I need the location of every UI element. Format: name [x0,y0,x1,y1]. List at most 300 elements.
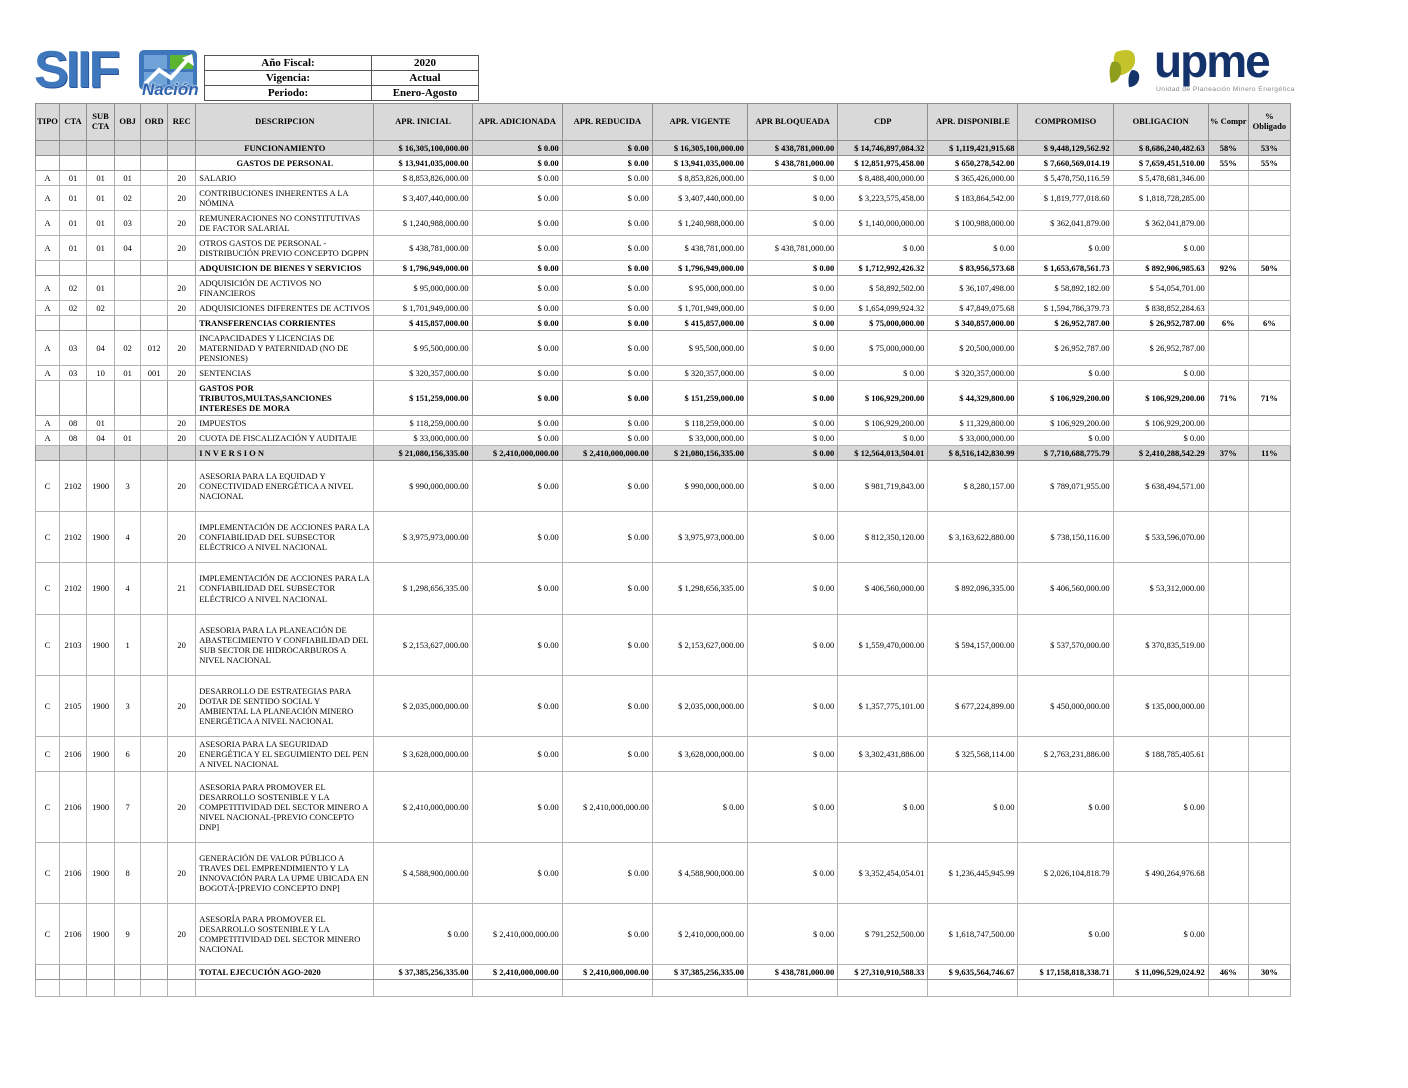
percent-cell [1248,842,1290,903]
amount-cell: $ 11,096,529,024.92 [1113,964,1208,979]
amount-cell: $ 4,588,900,000.00 [374,842,472,903]
amount-cell: $ 0.00 [748,675,838,736]
amount-cell: $ 0.00 [562,563,652,614]
amount-cell: $ 106,929,200.00 [1113,381,1208,416]
amount-cell: $ 118,259,000.00 [374,416,472,431]
code-cell [141,316,168,331]
amount-cell: $ 438,781,000.00 [748,156,838,171]
table-row [36,211,1291,236]
code-cell [141,675,168,736]
code-cell [141,431,168,446]
code-cell: 01 [87,236,115,261]
code-cell: 3 [115,675,141,736]
code-cell: 20 [168,416,196,431]
table-row [36,366,1291,381]
amount-cell: $ 33,000,000.00 [374,431,472,446]
amount-cell: $ 106,929,200.00 [838,381,928,416]
amount-cell: $ 1,796,949,000.00 [652,261,747,276]
fiscal-year-row [205,56,479,71]
amount-cell: $ 16,305,100,000.00 [374,141,472,156]
percent-cell: 50% [1248,261,1290,276]
amount-cell: $ 106,929,200.00 [1018,416,1113,431]
table-row [36,431,1291,446]
code-cell [141,276,168,301]
amount-cell: $ 7,660,569,014.19 [1018,156,1113,171]
percent-cell [1248,903,1290,964]
amount-cell: $ 2,410,000,000.00 [562,964,652,979]
amount-cell: $ 0.00 [562,171,652,186]
amount-cell: $ 2,035,000,000.00 [652,675,747,736]
percent-cell [1248,236,1290,261]
table-row [36,416,1291,431]
amount-cell: $ 0.00 [1018,771,1113,842]
description-cell: DESARROLLO DE ESTRATEGIAS PARA DOTAR DE SENTIDO SOCIAL Y AMBIENTAL LA PLANEACIÓN MINERO ENERGÉTICA A NIVEL NACIONAL [196,675,374,736]
amount-cell: $ 3,223,575,458.00 [838,186,928,211]
amount-cell: $ 0.00 [562,842,652,903]
table-row [36,446,1291,461]
amount-cell: $ 0.00 [748,563,838,614]
amount-cell: $ 0.00 [374,903,472,964]
amount-cell: $ 892,906,985.63 [1113,261,1208,276]
code-cell: C [36,563,60,614]
amount-cell: $ 0.00 [838,236,928,261]
report-table-body [36,141,1291,997]
amount-cell: $ 106,929,200.00 [1018,381,1113,416]
amount-cell: $ 537,570,000.00 [1018,614,1113,675]
amount-cell: $ 0.00 [562,186,652,211]
amount-cell: $ 26,952,787.00 [1113,331,1208,366]
amount-cell: $ 0.00 [1018,236,1113,261]
amount-cell: $ 8,686,240,482.63 [1113,141,1208,156]
table-row [36,903,1291,964]
amount-cell: $ 9,635,564,746.67 [928,964,1018,979]
amount-cell: $ 0.00 [748,331,838,366]
amount-cell: $ 0.00 [748,316,838,331]
column-header: OBJ [115,104,141,141]
amount-cell: $ 0.00 [472,416,562,431]
amount-cell: $ 2,035,000,000.00 [374,675,472,736]
column-header: APR. VIGENTE [652,104,747,141]
amount-cell: $ 1,240,988,000.00 [652,211,747,236]
amount-cell: $ 0.00 [562,236,652,261]
percent-cell [1208,276,1248,301]
amount-cell: $ 26,952,787.00 [1018,331,1113,366]
code-cell: 1900 [87,563,115,614]
amount-cell: $ 1,712,992,426.32 [838,261,928,276]
code-cell [36,141,60,156]
column-header: CDP [838,104,928,141]
amount-cell: $ 33,000,000.00 [928,431,1018,446]
amount-cell: $ 533,596,070.00 [1113,512,1208,563]
vigencia-value: Actual [372,71,479,86]
amount-cell: $ 0.00 [562,381,652,416]
amount-cell: $ 8,853,826,000.00 [652,171,747,186]
table-header-row [36,104,1291,141]
amount-cell: $ 95,500,000.00 [652,331,747,366]
description-cell: ASESORIA PARA LA PLANEACIÓN DE ABASTECIMIENTO Y CONFIABILIDAD DEL SUB SECTOR DE HIDROCARBUROS A NIVEL NACIONAL [196,614,374,675]
code-cell [141,261,168,276]
code-cell [141,416,168,431]
amount-cell: $ 0.00 [838,366,928,381]
amount-cell: $ 0.00 [1113,236,1208,261]
amount-cell: $ 1,653,678,561.73 [1018,261,1113,276]
code-cell: 20 [168,614,196,675]
code-cell [36,316,60,331]
code-cell: 1900 [87,675,115,736]
code-cell: 02 [60,276,87,301]
amount-cell: $ 0.00 [562,211,652,236]
amount-cell: $ 106,929,200.00 [838,416,928,431]
code-cell [87,141,115,156]
vigencia-row [205,71,479,86]
code-cell: 01 [60,236,87,261]
amount-cell: $ 0.00 [472,842,562,903]
percent-cell [1208,236,1248,261]
code-cell [168,261,196,276]
percent-cell [1208,211,1248,236]
table-row [36,979,1291,996]
code-cell: A [36,431,60,446]
amount-cell: $ 2,026,104,818.79 [1018,842,1113,903]
percent-cell [1248,211,1290,236]
amount-cell: $ 340,857,000.00 [928,316,1018,331]
amount-cell: $ 406,560,000.00 [1018,563,1113,614]
amount-cell: $ 2,410,000,000.00 [472,446,562,461]
code-cell: 2106 [60,903,87,964]
code-cell: 20 [168,431,196,446]
percent-cell: 37% [1208,446,1248,461]
amount-cell: $ 0.00 [562,261,652,276]
code-cell [115,979,141,996]
amount-cell: $ 26,952,787.00 [1113,316,1208,331]
code-cell [115,964,141,979]
code-cell [36,446,60,461]
amount-cell: $ 438,781,000.00 [748,964,838,979]
amount-cell: $ 0.00 [748,171,838,186]
amount-cell: $ 1,240,988,000.00 [374,211,472,236]
amount-cell: $ 21,080,156,335.00 [652,446,747,461]
amount-cell: $ 370,835,519.00 [1113,614,1208,675]
code-cell: 01 [87,171,115,186]
code-cell: 03 [60,331,87,366]
code-cell: 20 [168,301,196,316]
code-cell [87,446,115,461]
amount-cell: $ 95,000,000.00 [652,276,747,301]
code-cell: 1900 [87,614,115,675]
amount-cell: $ 2,410,000,000.00 [652,903,747,964]
siif-logo-text: SIIF [34,41,118,99]
description-cell: TRANSFERENCIAS CORRIENTES [196,316,374,331]
percent-cell [1248,331,1290,366]
code-cell [168,381,196,416]
amount-cell: $ 27,310,910,588.33 [838,964,928,979]
amount-cell: $ 791,252,500.00 [838,903,928,964]
percent-cell [1248,563,1290,614]
percent-cell [1208,461,1248,512]
amount-cell: $ 37,385,256,335.00 [652,964,747,979]
amount-cell: $ 9,448,129,562.92 [1018,141,1113,156]
percent-cell [1208,331,1248,366]
amount-cell: $ 33,000,000.00 [652,431,747,446]
amount-cell: $ 16,305,100,000.00 [652,141,747,156]
percent-cell [1248,171,1290,186]
amount-cell: $ 0.00 [838,431,928,446]
amount-cell: $ 100,988,000.00 [928,211,1018,236]
code-cell: 04 [115,236,141,261]
amount-cell: $ 0.00 [472,512,562,563]
code-cell [141,301,168,316]
table-row [36,675,1291,736]
percent-cell: 71% [1248,381,1290,416]
amount-cell: $ 990,000,000.00 [374,461,472,512]
amount-cell: $ 812,350,120.00 [838,512,928,563]
code-cell [36,964,60,979]
amount-cell: $ 320,357,000.00 [928,366,1018,381]
percent-cell [1248,276,1290,301]
amount-cell: $ 320,357,000.00 [374,366,472,381]
percent-cell [1248,366,1290,381]
code-cell: 1900 [87,512,115,563]
percent-cell: 58% [1208,141,1248,156]
description-cell: ASESORIA PARA LA EQUIDAD Y CONECTIVIDAD ENERGÉTICA A NIVEL NACIONAL [196,461,374,512]
amount-cell: $ 36,107,498.00 [928,276,1018,301]
code-cell [60,979,87,996]
amount-cell: $ 8,280,157.00 [928,461,1018,512]
amount-cell: $ 0.00 [1018,366,1113,381]
amount-cell: $ 450,000,000.00 [1018,675,1113,736]
amount-cell: $ 3,628,000,000.00 [374,736,472,771]
amount-cell: $ 594,157,000.00 [928,614,1018,675]
column-header: APR. INICIAL [374,104,472,141]
code-cell: 20 [168,236,196,261]
amount-cell: $ 0.00 [562,512,652,563]
code-cell [141,903,168,964]
description-cell: ADQUISICION DE BIENES Y SERVICIOS [196,261,374,276]
amount-cell: $ 0.00 [472,156,562,171]
amount-cell: $ 0.00 [472,171,562,186]
amount-cell [652,979,747,996]
code-cell [87,979,115,996]
description-cell: SENTENCIAS [196,366,374,381]
code-cell: 03 [115,211,141,236]
code-cell [36,979,60,996]
amount-cell: $ 2,410,000,000.00 [562,771,652,842]
code-cell: 20 [168,512,196,563]
amount-cell: $ 438,781,000.00 [748,236,838,261]
amount-cell: $ 2,410,000,000.00 [472,964,562,979]
amount-cell: $ 0.00 [748,276,838,301]
amount-cell: $ 0.00 [472,211,562,236]
description-cell: OTROS GASTOS DE PERSONAL - DISTRIBUCIÓN PREVIO CONCEPTO DGPPN [196,236,374,261]
amount-cell: $ 106,929,200.00 [1113,416,1208,431]
amount-cell: $ 0.00 [472,675,562,736]
amount-cell: $ 415,857,000.00 [374,316,472,331]
amount-cell: $ 53,312,000.00 [1113,563,1208,614]
code-cell: C [36,675,60,736]
amount-cell: $ 95,000,000.00 [374,276,472,301]
code-cell: 001 [141,366,168,381]
amount-cell: $ 1,298,656,335.00 [374,563,472,614]
table-row [36,964,1291,979]
amount-cell: $ 0.00 [748,186,838,211]
upme-logo-text: upme [1154,35,1269,87]
code-cell [141,771,168,842]
amount-cell [562,979,652,996]
code-cell: A [36,186,60,211]
percent-cell [1248,771,1290,842]
amount-cell: $ 981,719,843.00 [838,461,928,512]
code-cell: 02 [115,331,141,366]
code-cell: 20 [168,211,196,236]
description-cell: IMPLEMENTACIÓN DE ACCIONES PARA LA CONFIABILIDAD DEL SUBSECTOR ELÉCTRICO A NIVEL NACIONAL [196,512,374,563]
amount-cell: $ 0.00 [1113,366,1208,381]
amount-cell: $ 37,385,256,335.00 [374,964,472,979]
code-cell: 01 [60,211,87,236]
amount-cell: $ 14,746,897,084.32 [838,141,928,156]
code-cell [36,261,60,276]
code-cell: 3 [115,461,141,512]
code-cell: 01 [87,186,115,211]
amount-cell [472,979,562,996]
amount-cell: $ 7,659,451,510.00 [1113,156,1208,171]
amount-cell: $ 0.00 [472,261,562,276]
amount-cell: $ 0.00 [472,301,562,316]
amount-cell: $ 20,500,000.00 [928,331,1018,366]
table-row [36,141,1291,156]
code-cell [168,964,196,979]
column-header: TIPO [36,104,60,141]
percent-cell [1208,675,1248,736]
code-cell: 20 [168,842,196,903]
table-row [36,276,1291,301]
percent-cell [1248,431,1290,446]
amount-cell: $ 13,941,035,000.00 [652,156,747,171]
amount-cell: $ 4,588,900,000.00 [652,842,747,903]
amount-cell: $ 2,763,231,886.00 [1018,736,1113,771]
amount-cell: $ 8,853,826,000.00 [374,171,472,186]
periodo-row [205,86,479,101]
percent-cell [1208,431,1248,446]
code-cell [141,211,168,236]
code-cell [87,316,115,331]
percent-cell [1208,979,1248,996]
amount-cell: $ 0.00 [748,614,838,675]
upme-logo-tagline: Unidad de Planeación Minero Energética [1156,86,1295,93]
code-cell [87,964,115,979]
code-cell: 20 [168,331,196,366]
amount-cell: $ 0.00 [652,771,747,842]
code-cell [141,381,168,416]
code-cell: 20 [168,675,196,736]
code-cell: A [36,276,60,301]
table-row [36,381,1291,416]
code-cell [115,156,141,171]
amount-cell: $ 406,560,000.00 [838,563,928,614]
code-cell [36,381,60,416]
amount-cell: $ 3,302,431,886.00 [838,736,928,771]
percent-cell [1208,771,1248,842]
table-row [36,156,1291,171]
amount-cell: $ 26,952,787.00 [1018,316,1113,331]
amount-cell: $ 0.00 [748,461,838,512]
code-cell: 02 [87,301,115,316]
code-cell: 2105 [60,675,87,736]
code-cell: 20 [168,736,196,771]
amount-cell: $ 1,654,099,924.32 [838,301,928,316]
code-cell [168,446,196,461]
description-cell: GENERACIÓN DE VALOR PÚBLICO A TRAVES DEL EMPRENDIMIENTO Y LA INNOVACIÓN PARA LA UPME UBICADA EN BOGOTÁ-[PREVIO CONCEPTO DNP] [196,842,374,903]
amount-cell: $ 1,818,728,285.00 [1113,186,1208,211]
amount-cell: $ 0.00 [748,431,838,446]
amount-cell: $ 54,054,701.00 [1113,276,1208,301]
code-cell [141,446,168,461]
code-cell [141,842,168,903]
amount-cell: $ 83,956,573.68 [928,261,1018,276]
amount-cell: $ 0.00 [472,461,562,512]
amount-cell: $ 650,278,542.00 [928,156,1018,171]
amount-cell: $ 0.00 [748,842,838,903]
code-cell: 04 [87,331,115,366]
amount-cell: $ 58,892,182.00 [1018,276,1113,301]
code-cell: 20 [168,186,196,211]
percent-cell: 55% [1208,156,1248,171]
description-cell: FUNCIONAMIENTO [196,141,374,156]
amount-cell: $ 0.00 [472,736,562,771]
amount-cell: $ 325,568,114.00 [928,736,1018,771]
amount-cell: $ 0.00 [748,366,838,381]
code-cell [36,156,60,171]
code-cell: 1900 [87,736,115,771]
code-cell: A [36,301,60,316]
description-cell: REMUNERACIONES NO CONSTITUTIVAS DE FACTOR SALARIAL [196,211,374,236]
code-cell: 2106 [60,771,87,842]
code-cell: 1 [115,614,141,675]
amount-cell: $ 75,000,000.00 [838,331,928,366]
code-cell: C [36,903,60,964]
code-cell: 21 [168,563,196,614]
code-cell: C [36,512,60,563]
code-cell [141,171,168,186]
amount-cell: $ 0.00 [562,141,652,156]
code-cell: 2102 [60,563,87,614]
code-cell [115,141,141,156]
amount-cell: $ 0.00 [838,771,928,842]
amount-cell: $ 0.00 [472,431,562,446]
amount-cell: $ 0.00 [562,431,652,446]
vigencia-label: Vigencia: [205,71,372,86]
fiscal-year-label: Año Fiscal: [205,56,372,71]
code-cell: 20 [168,171,196,186]
amount-cell: $ 5,478,750,116.59 [1018,171,1113,186]
description-cell: ASESORIA PARA PROMOVER EL DESARROLLO SOSTENIBLE Y LA COMPETITIVIDAD DEL SECTOR MINERO A NIVEL NACIONAL-[PREVIO CONCEPTO DNP] [196,771,374,842]
percent-cell: 71% [1208,381,1248,416]
column-header: REC [168,104,196,141]
amount-cell: $ 5,478,681,346.00 [1113,171,1208,186]
amount-cell: $ 362,041,879.00 [1018,211,1113,236]
description-cell: CUOTA DE FISCALIZACIÓN Y AUDITAJE [196,431,374,446]
amount-cell: $ 1,618,747,500.00 [928,903,1018,964]
amount-cell: $ 8,516,142,830.99 [928,446,1018,461]
siif-logo [34,41,204,102]
code-cell: C [36,736,60,771]
code-cell: C [36,771,60,842]
amount-cell: $ 0.00 [1113,903,1208,964]
code-cell: A [36,416,60,431]
amount-cell: $ 0.00 [472,186,562,211]
amount-cell: $ 990,000,000.00 [652,461,747,512]
amount-cell: $ 1,236,445,945.99 [928,842,1018,903]
fiscal-year-value: 2020 [372,56,479,71]
